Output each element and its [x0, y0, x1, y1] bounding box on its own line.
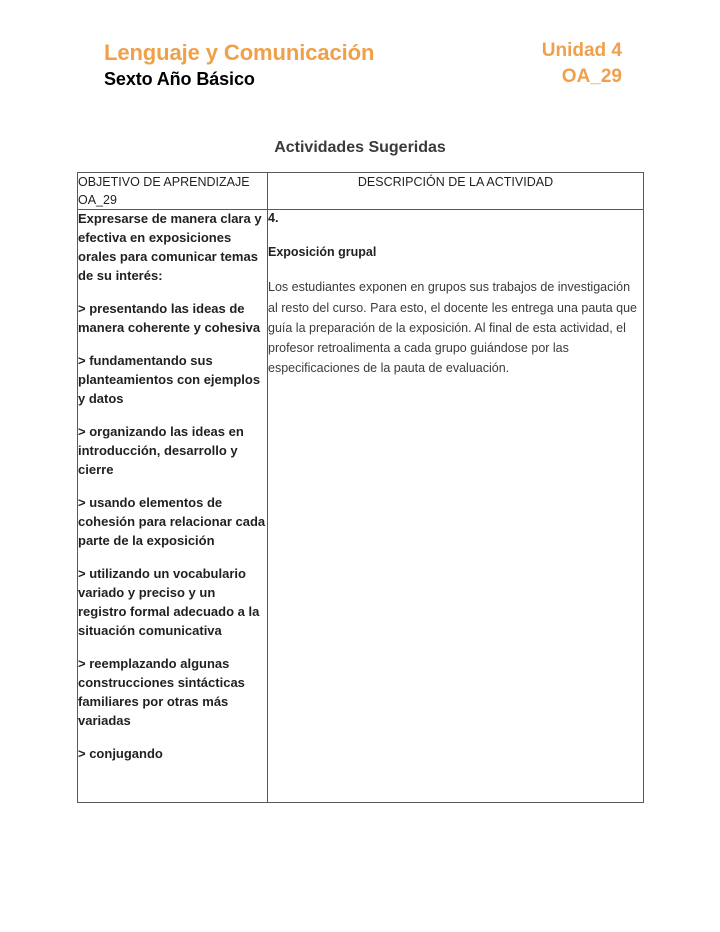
- table-row: [78, 210, 644, 803]
- table-header-row: [78, 173, 644, 210]
- section-title: Actividades Sugeridas: [274, 139, 446, 156]
- objective-item-3: > organizando las ideas en introducción, desarrollo y cierre: [78, 423, 244, 477]
- objective-cell: [78, 210, 268, 803]
- activity-body-text: Los estudiantes exponen en grupos sus trabajos de investigación al resto del curso. Para esto, el docente les entrega una pauta que guía la preparación de la exposición. Al final de esta actividad, el profesor retroalimenta a cada grupo guiándose por las especificaciones de la pauta de evaluación.: [268, 280, 637, 376]
- objective-item-6: > reemplazando algunas construcciones sintácticas familiares por otras más variadas: [78, 655, 245, 728]
- objective-item-5: > utilizando un vocabulario variado y preciso y un registro formal adecuado a la situación comunicativa: [78, 565, 260, 638]
- grade-level-title: Sexto Año Básico: [104, 68, 255, 89]
- header-left-block: [104, 40, 374, 90]
- unit-label: Unidad 4: [541, 40, 622, 61]
- objective-item-7: > conjugando: [78, 745, 163, 761]
- activity-description-cell: [268, 210, 644, 803]
- subject-title: Lenguaje y Comunicación: [104, 40, 375, 65]
- column-header-objetivo: OBJETIVO DE APRENDIZAJE OA_29: [78, 173, 268, 210]
- activity-subtitle: Exposición grupal: [268, 244, 377, 259]
- column-header-descripcion: DESCRIPCIÓN DE LA ACTIVIDAD: [268, 173, 644, 210]
- objective-code-label: OA_29: [561, 66, 622, 88]
- activity-number: 4.: [268, 211, 279, 226]
- objective-item-1: > presentando las ideas de manera coherente y cohesiva: [78, 301, 261, 336]
- objective-item-2: > fundamentando sus planteamientos con ejemplos y datos: [78, 353, 261, 406]
- activities-table: [77, 172, 644, 803]
- document-header: [104, 40, 622, 90]
- objective-item-4: > usando elementos de cohesión para relacionar cada parte de la exposición: [78, 494, 266, 548]
- objective-intro-text: Expresarse de manera clara y efectiva en exposiciones orales para comunicar temas de su interés:: [78, 211, 262, 284]
- header-right-block: [542, 40, 622, 89]
